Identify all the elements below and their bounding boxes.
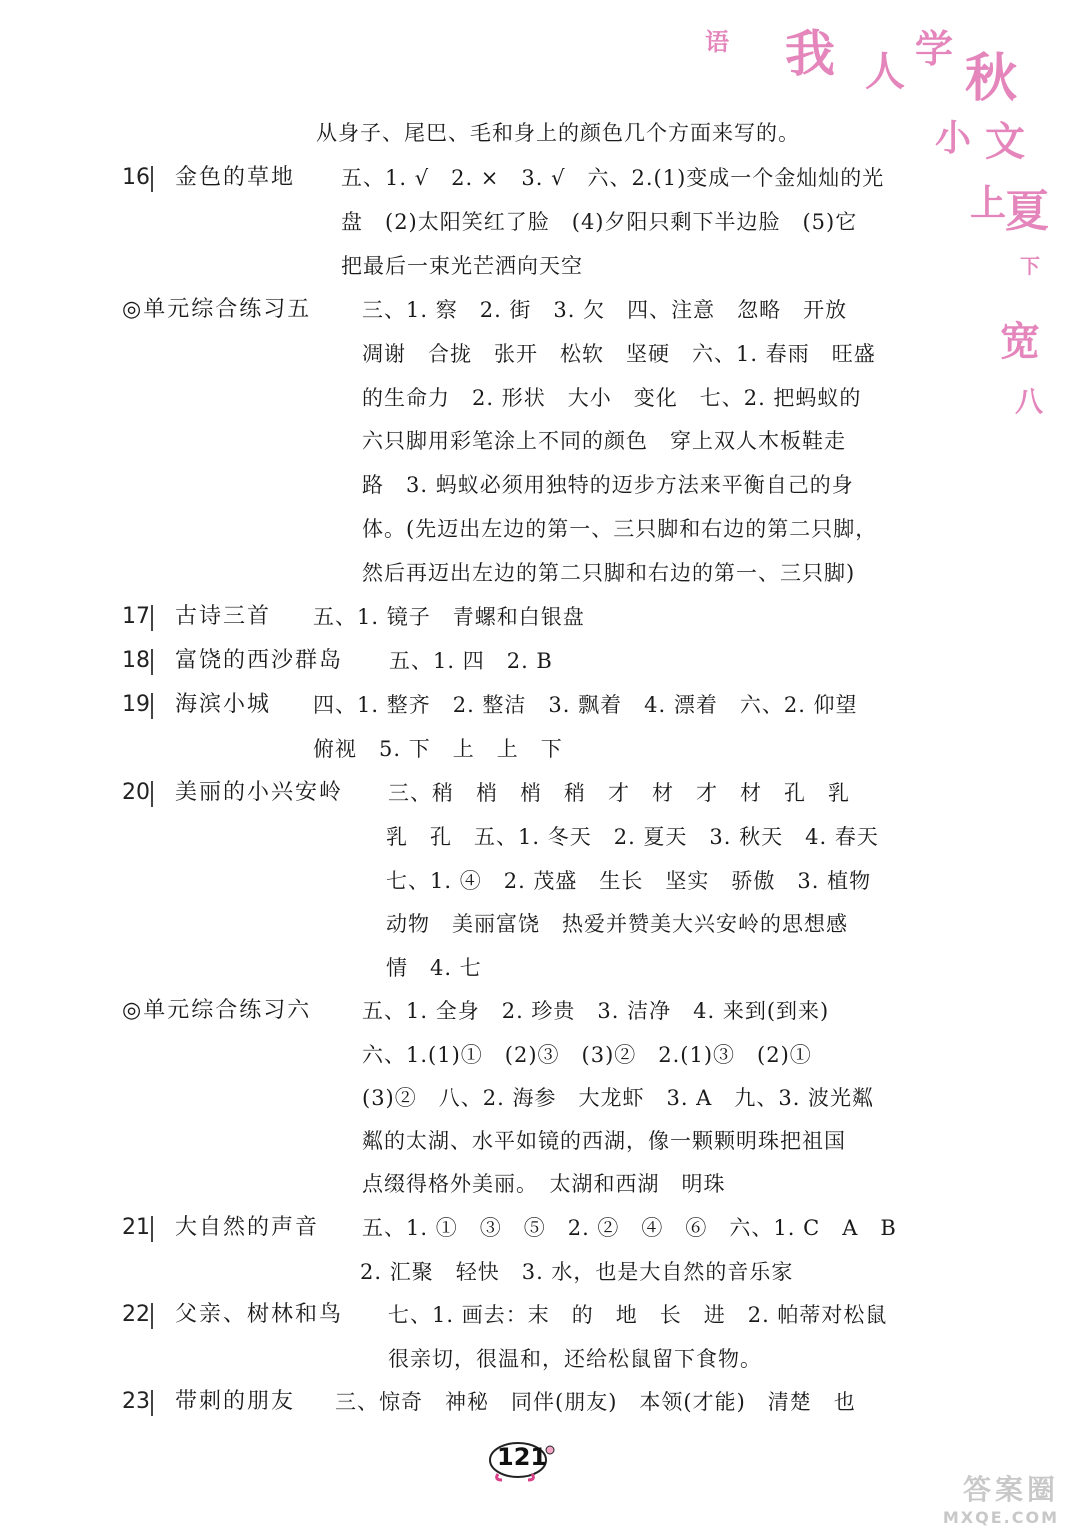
- answer-line: 然后再迈出左边的第二只脚和右边的第一、三只脚): [362, 561, 856, 585]
- answer-line: 路 3. 蚂蚁必须用独特的迈步方法来平衡自己的身: [362, 473, 854, 497]
- answer-line: 从身子、尾巴、毛和身上的颜色几个方面来写的。: [316, 121, 800, 145]
- lesson-number: 23: [122, 1389, 150, 1414]
- lesson-number: 18: [122, 648, 150, 673]
- watermark-char: 我: [785, 24, 835, 83]
- site-logo-text: 答案圈: [962, 1473, 1059, 1506]
- answer-line: 三、惊奇 神秘 同伴(朋友) 本领(才能) 清楚 也: [335, 1390, 856, 1414]
- lesson-number: 20: [122, 780, 150, 805]
- watermark-char: 文: [985, 118, 1025, 165]
- lesson-title: 海滨小城: [175, 692, 272, 717]
- answer-line: 五、1. 全身 2. 珍贵 3. 洁净 4. 来到(到来): [362, 999, 830, 1023]
- answer-line: 2. 汇聚 轻快 3. 水，也是大自然的音乐家: [360, 1260, 794, 1284]
- answer-line: 凋谢 合拢 张开 松软 坚硬 六、1. 春雨 旺盛: [362, 342, 876, 366]
- page-number: 121: [497, 1443, 548, 1471]
- lesson-number-bar: [151, 1216, 153, 1242]
- answer-line: 六只脚用彩笔涂上不同的颜色 穿上双人木板鞋走: [362, 429, 846, 453]
- answer-line: 盘 (2)太阳笑红了脸 (4)夕阳只剩下半边脸 (5)它: [341, 210, 858, 234]
- lesson-number: 22: [122, 1302, 150, 1327]
- lesson-number-bar: [151, 605, 153, 631]
- lesson-title: 父亲、树林和鸟: [175, 1302, 344, 1327]
- watermark-char: 宽: [1000, 318, 1040, 365]
- site-watermark: [943, 1468, 1059, 1527]
- lesson-title: 大自然的声音: [175, 1215, 320, 1240]
- watermark-char: 秋: [965, 48, 1018, 109]
- watermark-char: 夏: [1005, 186, 1049, 237]
- answer-line: 七、1. ④ 2. 茂盛 生长 坚实 骄傲 3. 植物: [386, 869, 872, 893]
- lesson-number-bar: [151, 1390, 153, 1416]
- lesson-number-bar: [151, 781, 153, 807]
- lesson-number: 17: [122, 604, 150, 629]
- watermark-char: 下: [1020, 254, 1040, 278]
- site-url: MXQE.COM: [942, 1508, 1059, 1527]
- answer-line: 情 4. 七: [386, 956, 482, 980]
- lesson-number-bar: [151, 1303, 153, 1329]
- lesson-title: 美丽的小兴安岭: [175, 780, 344, 805]
- watermark-char: 语: [705, 27, 729, 56]
- unit-review-title: ◎单元综合练习五: [122, 297, 312, 322]
- watermark-char: 学: [915, 26, 954, 71]
- answer-line: 点缀得格外美丽。 太湖和西湖 明珠: [362, 1172, 726, 1196]
- answer-line: 七、1. 画去：末 的 地 长 进 2. 帕蒂对松鼠: [388, 1303, 888, 1327]
- lesson-title: 金色的草地: [175, 165, 296, 190]
- unit-review-title: ◎单元综合练习六: [122, 998, 312, 1023]
- answer-line: 六、1.(1)① (2)③ (3)② 2.(1)③ (2)①: [362, 1043, 812, 1067]
- lesson-title: 带刺的朋友: [175, 1389, 296, 1414]
- answer-line: (3)② 八、2. 海参 大龙虾 3. A 九、3. 波光粼: [362, 1086, 875, 1110]
- watermark-char: 八: [1015, 385, 1044, 418]
- lesson-number-bar: [151, 166, 153, 192]
- answer-line: 动物 美丽富饶 热爱并赞美大兴安岭的思想感: [386, 912, 848, 936]
- answer-line: 五、1. 四 2. B: [389, 649, 553, 673]
- answer-line: 五、1. 镜子 青螺和白银盘: [313, 605, 585, 629]
- answer-line: 乳 孔 五、1. 冬天 2. 夏天 3. 秋天 4. 春天: [386, 825, 879, 849]
- lesson-number: 16: [122, 165, 150, 190]
- answer-line: 很亲切，很温和，还给松鼠留下食物。: [388, 1347, 762, 1371]
- lesson-number: 19: [122, 692, 150, 717]
- watermark-char: 上: [970, 182, 1007, 224]
- watermark-char: 人: [865, 48, 905, 95]
- answer-line: 四、1. 整齐 2. 整洁 3. 飘着 4. 漂着 六、2. 仰望: [313, 693, 858, 717]
- answer-line: 的生命力 2. 形状 大小 变化 七、2. 把蚂蚁的: [362, 386, 862, 410]
- lesson-title: 古诗三首: [175, 604, 272, 629]
- lesson-title: 富饶的西沙群岛: [175, 648, 344, 673]
- answer-line: 五、1. ① ③ ⑤ 2. ② ④ ⑥ 六、1. C A B: [362, 1216, 897, 1240]
- answer-line: 体。(先迈出左边的第一、三只脚和右边的第二只脚，: [362, 517, 878, 541]
- answer-line: 粼的太湖、水平如镜的西湖，像一颗颗明珠把祖国: [362, 1129, 846, 1153]
- answer-line: 把最后一束光芒洒向天空: [341, 254, 583, 278]
- lesson-number: 21: [122, 1215, 150, 1240]
- answer-line: 三、1. 察 2. 街 3. 欠 四、注意 忽略 开放: [362, 298, 848, 322]
- lesson-number-bar: [151, 693, 153, 719]
- lesson-number-bar: [151, 649, 153, 675]
- answer-line: 五、1. √ 2. × 3. √ 六、2.(1)变成一个金灿灿的光: [341, 166, 885, 190]
- answer-line: 俯视 5. 下 上 上 下: [313, 737, 563, 761]
- watermark-char: 小: [935, 117, 972, 159]
- answer-line: 三、稍 梢 梢 稍 才 材 才 材 孔 乳: [388, 781, 850, 805]
